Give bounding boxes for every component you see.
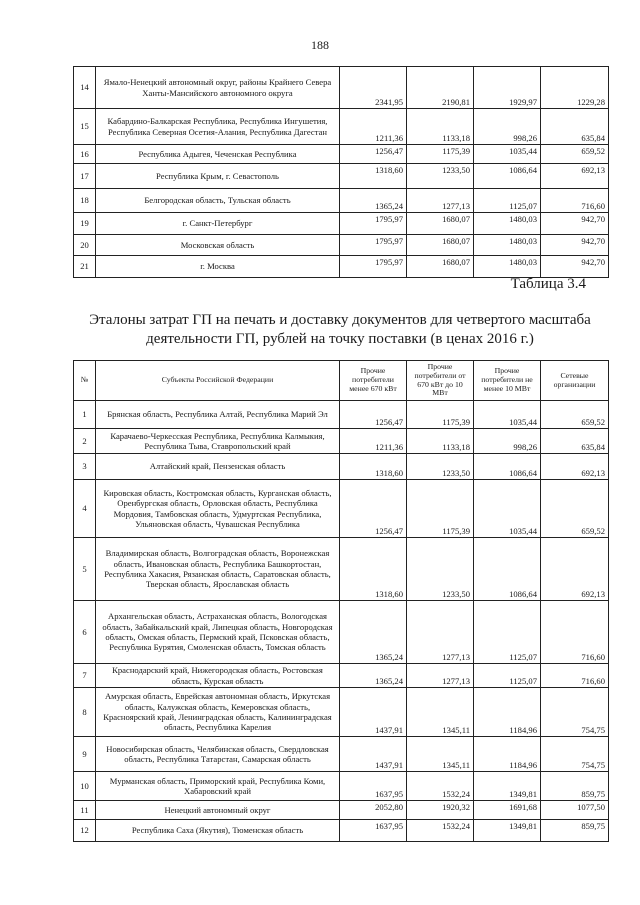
header-medium-consumers: Прочие потребители от 670 кВт до 10 МВт xyxy=(407,361,474,401)
row-value-large-consumers: 1125,07 xyxy=(474,189,541,213)
row-value-network-orgs: 754,75 xyxy=(541,737,609,772)
row-number: 19 xyxy=(74,213,96,235)
row-value-network-orgs: 859,75 xyxy=(541,772,609,801)
row-value-network-orgs: 692,13 xyxy=(541,454,609,480)
row-value-large-consumers: 1349,81 xyxy=(474,772,541,801)
row-value-small-consumers: 2052,80 xyxy=(340,801,407,820)
row-value-network-orgs: 942,70 xyxy=(541,235,609,256)
row-number: 7 xyxy=(74,664,96,688)
row-value-large-consumers: 1929,97 xyxy=(474,67,541,109)
row-subjects: Новосибирская область, Челябинская область, Свердловская область, Республика Татарстан, Самарская область xyxy=(96,737,340,772)
row-value-medium-consumers: 1680,07 xyxy=(407,256,474,278)
row-value-small-consumers: 1318,60 xyxy=(340,164,407,189)
row-value-network-orgs: 716,60 xyxy=(541,601,609,664)
row-number: 9 xyxy=(74,737,96,772)
row-value-small-consumers: 1437,91 xyxy=(340,688,407,737)
row-value-large-consumers: 1086,64 xyxy=(474,164,541,189)
row-value-medium-consumers: 1532,24 xyxy=(407,772,474,801)
table-row xyxy=(74,664,609,688)
row-number: 17 xyxy=(74,164,96,189)
row-value-medium-consumers: 1175,39 xyxy=(407,401,474,429)
row-value-small-consumers: 1365,24 xyxy=(340,601,407,664)
row-subjects: Республика Саха (Якутия), Тюменская область xyxy=(96,820,340,842)
row-value-medium-consumers: 1277,13 xyxy=(407,664,474,688)
row-subjects: Кировская область, Костромская область, Курганская область, Оренбургская область, Орловская область, Республика Мордовия, Тамбовская область, Удмуртская Республика, Ульяновская область, Чувашская Республика xyxy=(96,480,340,538)
row-value-medium-consumers: 1175,39 xyxy=(407,480,474,538)
row-value-network-orgs: 1229,28 xyxy=(541,67,609,109)
header-large-consumers: Прочие потребители не менее 10 МВт xyxy=(474,361,541,401)
row-value-small-consumers: 1637,95 xyxy=(340,820,407,842)
costs-table xyxy=(73,360,609,842)
row-value-network-orgs: 635,84 xyxy=(541,109,609,145)
row-value-network-orgs: 659,52 xyxy=(541,480,609,538)
row-value-large-consumers: 1086,64 xyxy=(474,454,541,480)
row-value-network-orgs: 635,84 xyxy=(541,429,609,454)
row-value-large-consumers: 1480,03 xyxy=(474,235,541,256)
table-row xyxy=(74,401,609,429)
row-value-medium-consumers: 1233,50 xyxy=(407,538,474,601)
row-value-large-consumers: 1125,07 xyxy=(474,601,541,664)
header-subjects: Субъекты Российской Федерации xyxy=(96,361,340,401)
table-row xyxy=(74,601,609,664)
row-value-network-orgs: 692,13 xyxy=(541,538,609,601)
row-value-medium-consumers: 1532,24 xyxy=(407,820,474,842)
row-subjects: г. Санкт-Петербург xyxy=(96,213,340,235)
table-row xyxy=(74,256,609,278)
row-number: 12 xyxy=(74,820,96,842)
row-value-large-consumers: 1125,07 xyxy=(474,664,541,688)
row-subjects: Мурманская область, Приморский край, Республика Коми, Хабаровский край xyxy=(96,772,340,801)
row-value-network-orgs: 659,52 xyxy=(541,145,609,164)
table-row xyxy=(74,480,609,538)
table-row xyxy=(74,772,609,801)
row-subjects: Карачаево-Черкесская Республика, Республика Калмыкия, Республика Тыва, Ставропольский край xyxy=(96,429,340,454)
row-subjects: Амурская область, Еврейская автономная область, Иркутская область, Калужская область, Кемеровская область, Красноярский край, Ленинградская область, Калининградская область, Республика Карелия xyxy=(96,688,340,737)
row-value-medium-consumers: 1277,13 xyxy=(407,189,474,213)
row-value-large-consumers: 998,26 xyxy=(474,429,541,454)
costs-table-body xyxy=(74,401,609,842)
table-label: Таблица 3.4 xyxy=(510,276,586,292)
row-value-large-consumers: 1035,44 xyxy=(474,480,541,538)
row-value-medium-consumers: 1133,18 xyxy=(407,109,474,145)
row-value-medium-consumers: 1345,11 xyxy=(407,737,474,772)
row-value-small-consumers: 1795,97 xyxy=(340,235,407,256)
row-value-medium-consumers: 1277,13 xyxy=(407,601,474,664)
row-number: 11 xyxy=(74,801,96,820)
table-row xyxy=(74,454,609,480)
row-value-small-consumers: 1318,60 xyxy=(340,454,407,480)
row-value-medium-consumers: 1680,07 xyxy=(407,213,474,235)
header-network-orgs: Сетевые организации xyxy=(541,361,609,401)
row-value-small-consumers: 1256,47 xyxy=(340,145,407,164)
row-value-network-orgs: 754,75 xyxy=(541,688,609,737)
table-row xyxy=(74,145,609,164)
header-row xyxy=(74,361,609,401)
row-number: 3 xyxy=(74,454,96,480)
row-value-network-orgs: 1077,50 xyxy=(541,801,609,820)
table-row xyxy=(74,235,609,256)
row-value-small-consumers: 1795,97 xyxy=(340,256,407,278)
row-subjects: Алтайский край, Пензенская область xyxy=(96,454,340,480)
row-number: 6 xyxy=(74,601,96,664)
row-value-small-consumers: 1795,97 xyxy=(340,213,407,235)
row-value-large-consumers: 998,26 xyxy=(474,109,541,145)
row-value-medium-consumers: 1345,11 xyxy=(407,688,474,737)
row-value-network-orgs: 942,70 xyxy=(541,213,609,235)
row-value-network-orgs: 859,75 xyxy=(541,820,609,842)
row-subjects: Ямало-Ненецкий автономный округ, районы Крайнего Севера Ханты-Мансийского автономного округа xyxy=(96,67,340,109)
table-title: Эталоны затрат ГП на печать и доставку документов для четвертого масштаба деятельности ГП, рублей на точку поставки (в ценах 2016 г.) xyxy=(89,312,591,348)
row-number: 21 xyxy=(74,256,96,278)
row-value-medium-consumers: 2190,81 xyxy=(407,67,474,109)
row-number: 2 xyxy=(74,429,96,454)
row-subjects: Московская область xyxy=(96,235,340,256)
table-row xyxy=(74,801,609,820)
row-number: 14 xyxy=(74,67,96,109)
row-value-medium-consumers: 1680,07 xyxy=(407,235,474,256)
row-value-small-consumers: 1365,24 xyxy=(340,189,407,213)
row-value-large-consumers: 1184,96 xyxy=(474,688,541,737)
table-row xyxy=(74,538,609,601)
row-value-small-consumers: 1211,36 xyxy=(340,429,407,454)
row-subjects: Кабардино-Балкарская Республика, Республика Ингушетия, Республика Северная Осетия-Алания, Республика Дагестан xyxy=(96,109,340,145)
row-value-small-consumers: 1256,47 xyxy=(340,401,407,429)
row-number: 1 xyxy=(74,401,96,429)
row-value-medium-consumers: 1233,50 xyxy=(407,454,474,480)
row-subjects: Краснодарский край, Нижегородская область, Ростовская область, Курская область xyxy=(96,664,340,688)
row-subjects: Архангельская область, Астраханская область, Вологодская область, Забайкальский край, Липецкая область, Новгородская область, Омская область, Пермский край, Псковская область, Республика Бурятия, Смоленская область, Томская область xyxy=(96,601,340,664)
table-row xyxy=(74,109,609,145)
row-value-small-consumers: 1211,36 xyxy=(340,109,407,145)
row-value-network-orgs: 692,13 xyxy=(541,164,609,189)
table-row xyxy=(74,213,609,235)
row-value-medium-consumers: 1175,39 xyxy=(407,145,474,164)
table-row xyxy=(74,429,609,454)
row-value-medium-consumers: 1133,18 xyxy=(407,429,474,454)
row-value-small-consumers: 1318,60 xyxy=(340,538,407,601)
row-value-large-consumers: 1184,96 xyxy=(474,737,541,772)
row-number: 4 xyxy=(74,480,96,538)
row-subjects: г. Москва xyxy=(96,256,340,278)
page-number: 188 xyxy=(311,38,329,52)
row-value-small-consumers: 2341,95 xyxy=(340,67,407,109)
row-value-small-consumers: 1365,24 xyxy=(340,664,407,688)
row-value-large-consumers: 1086,64 xyxy=(474,538,541,601)
row-number: 10 xyxy=(74,772,96,801)
row-value-large-consumers: 1349,81 xyxy=(474,820,541,842)
row-number: 8 xyxy=(74,688,96,737)
row-number: 16 xyxy=(74,145,96,164)
table-row xyxy=(74,737,609,772)
row-subjects: Брянская область, Республика Алтай, Республика Марий Эл xyxy=(96,401,340,429)
continued-table-body xyxy=(74,67,609,278)
table-row xyxy=(74,820,609,842)
row-value-large-consumers: 1035,44 xyxy=(474,401,541,429)
row-value-network-orgs: 716,60 xyxy=(541,664,609,688)
row-value-network-orgs: 716,60 xyxy=(541,189,609,213)
row-number: 15 xyxy=(74,109,96,145)
row-subjects: Белгородская область, Тульская область xyxy=(96,189,340,213)
row-subjects: Республика Адыгея, Чеченская Республика xyxy=(96,145,340,164)
row-number: 20 xyxy=(74,235,96,256)
row-number: 18 xyxy=(74,189,96,213)
table-row xyxy=(74,67,609,109)
continued-table xyxy=(73,66,609,278)
header-small-consumers: Прочие потребители менее 670 кВт xyxy=(340,361,407,401)
row-value-large-consumers: 1480,03 xyxy=(474,213,541,235)
row-value-small-consumers: 1637,95 xyxy=(340,772,407,801)
table-row xyxy=(74,189,609,213)
row-value-small-consumers: 1437,91 xyxy=(340,737,407,772)
row-subjects: Республика Крым, г. Севастополь xyxy=(96,164,340,189)
row-subjects: Ненецкий автономный округ xyxy=(96,801,340,820)
row-value-large-consumers: 1691,68 xyxy=(474,801,541,820)
row-value-large-consumers: 1035,44 xyxy=(474,145,541,164)
table-row xyxy=(74,688,609,737)
row-value-medium-consumers: 1920,32 xyxy=(407,801,474,820)
row-value-large-consumers: 1480,03 xyxy=(474,256,541,278)
table-row xyxy=(74,164,609,189)
row-value-small-consumers: 1256,47 xyxy=(340,480,407,538)
row-value-network-orgs: 659,52 xyxy=(541,401,609,429)
header-num: № xyxy=(74,361,96,401)
row-number: 5 xyxy=(74,538,96,601)
row-value-network-orgs: 942,70 xyxy=(541,256,609,278)
row-subjects: Владимирская область, Волгоградская область, Воронежская область, Ивановская область, Республика Башкортостан, Республика Хакасия, Рязанская область, Саратовская область, Тверская область, Ярославская область xyxy=(96,538,340,601)
row-value-medium-consumers: 1233,50 xyxy=(407,164,474,189)
